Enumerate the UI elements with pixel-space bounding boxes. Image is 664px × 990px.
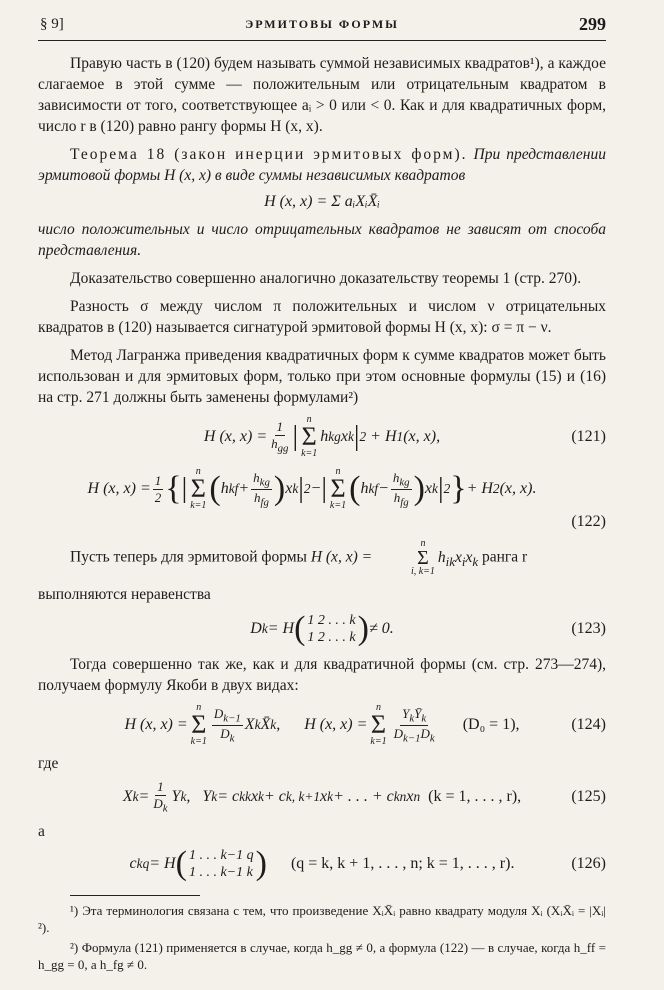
equation-121: H (x, x) = $\frac{1}{h_{gg}}$ | n Σ k=1 h kg x k | 2 + H 1 (x, x), (121) — [203, 414, 606, 459]
equation-124-condition: (D₀ = 1), — [462, 716, 520, 733]
sum-symbol: n Σ k=1 — [301, 414, 318, 459]
equation-122: H (x, x) = $\frac{1}{2}$ { | n Σ k=1 ( h kf + $\frac{h_{kg}}{h_{fg}}$ ) x k | 2 − | n Σ k=1 ( h kf − $\frac{h_{kg}}{h_{fg}}$ ) x k | 2 } + H 2 (x, x). (122) — [18, 467, 606, 531]
paragraph-proof: Доказательство совершенно аналогично доказательству теоремы 1 (стр. 270). — [70, 270, 582, 287]
theorem-conclusion: число положительных и число отрицательных квадратов не зависят от способа представления. — [38, 221, 606, 259]
equation-126: c kq = H ( 1 . . . k−1 q 1 . . . k−1 k ) (q = k, k + 1, . . . , n; k = 1, . . . , r). (126) — [129, 844, 606, 882]
equation-number-126: (126) — [571, 854, 606, 872]
theorem-18 — [38, 144, 606, 186]
footnote-rule — [70, 895, 200, 896]
theorem-heading: Теорема 18 (закон инерции эрмитовых форм). — [70, 146, 468, 163]
running-title: ЭРМИТОВЫ ФОРМЫ — [245, 17, 399, 31]
paragraph-lagrange: Метод Лагранжа приведения квадратичных форм к сумме квадратов может быть использован и для эрмитовых форм, только при этом основные формулы (15) и (16) на стр. 271 должны быть заменены формулами²) — [38, 347, 606, 406]
equation-number-122: (122) — [571, 513, 606, 530]
label-a: а — [38, 822, 45, 840]
equation-number-125: (125) — [571, 787, 606, 805]
equation-theorem-text: H (x, x) = Σ aᵢXᵢX̄ᵢ — [264, 193, 380, 210]
theorem-statement: При представлении эрмитовой формы H (x, x) в виде суммы независимых квадратов — [38, 146, 606, 184]
page — [38, 14, 606, 976]
equation-number-121: (121) — [571, 428, 606, 445]
equation-125: X k = $\frac{1}{D_k}$ Y k , Y k = c kk x k + c k, k+1 x k + . . . + c kn x n (k = 1, . . . , r), (125) — [122, 779, 606, 815]
paragraph-rank: Пусть теперь для эрмитовой формы H (x, x) = n Σ i, k=1 $h_{ik}x_ix_k$ ранга r — [70, 538, 528, 577]
equation-124: H (x, x) = n Σ k=1 $\frac{D_{k-1}}{D_k}$ X k X̄ k , H (x, x) = n Σ k=1 $\frac{Y_kȲ_k}{D_{k-1}D_k}$ (D₀ = 1), (124) — [124, 702, 606, 747]
equation-125-condition: (k = 1, . . . , r), — [428, 787, 522, 805]
equation-theorem — [38, 193, 606, 211]
equation-number-123: (123) — [571, 620, 606, 637]
fraction: $\frac{1}{h_{gg}}$ — [271, 419, 289, 455]
equation-number-124: (124) — [571, 716, 606, 733]
paragraph-rank-end: ранга r — [481, 548, 528, 566]
section-marker: § 9] — [40, 16, 64, 32]
equation-126-condition: (q = k, k + 1, . . . , n; k = 1, . . . , r). — [290, 854, 515, 872]
paragraph-rank-start: Пусть теперь для эрмитовой формы — [70, 548, 307, 566]
footnote-1: ¹) Эта терминология связана с тем, что произведение XᵢX̄ᵢ равно квадрату модуля Xᵢ (XᵢX̄ᵢ = |Xᵢ|²). — [38, 902, 606, 935]
label-where: где — [38, 755, 59, 772]
paragraph-inequalities: выполняются неравенства — [38, 586, 211, 603]
footnote-2: ²) Формула (121) применяется в случае, когда h_gg ≠ 0, а формула (122) — в случае, когда h_ff = h_gg = 0, а h_fg ≠ 0. — [38, 939, 606, 972]
paragraph-jacobi: Тогда совершенно так же, как и для квадратичной формы (см. стр. 273—274), получаем формулу Якоби в двух видах: — [38, 656, 606, 694]
paragraph-independent-squares: Правую часть в (120) будем называть суммой независимых квадратов¹), а каждое слагаемое в этой сумме — положительным или отрицательным квадратом в зависимости от того, соответствующее aᵢ > 0 или < 0. Как и для квадратичных форм, число r в (120) равно рангу формы H (x, x). — [38, 55, 606, 135]
page-header — [38, 14, 606, 40]
header-rule — [38, 40, 606, 41]
paragraph-signature: Разность σ между числом π положительных и числом ν отрицательных квадратов в (120) называется сигнатурой эрмитовой формы H (x, x): σ = π − ν. — [38, 298, 606, 336]
equation-123: D k = H ( 1 2 . . . k 1 2 . . . k ) ≠ 0. (123) — [250, 610, 606, 647]
page-number: 299 — [579, 14, 606, 34]
